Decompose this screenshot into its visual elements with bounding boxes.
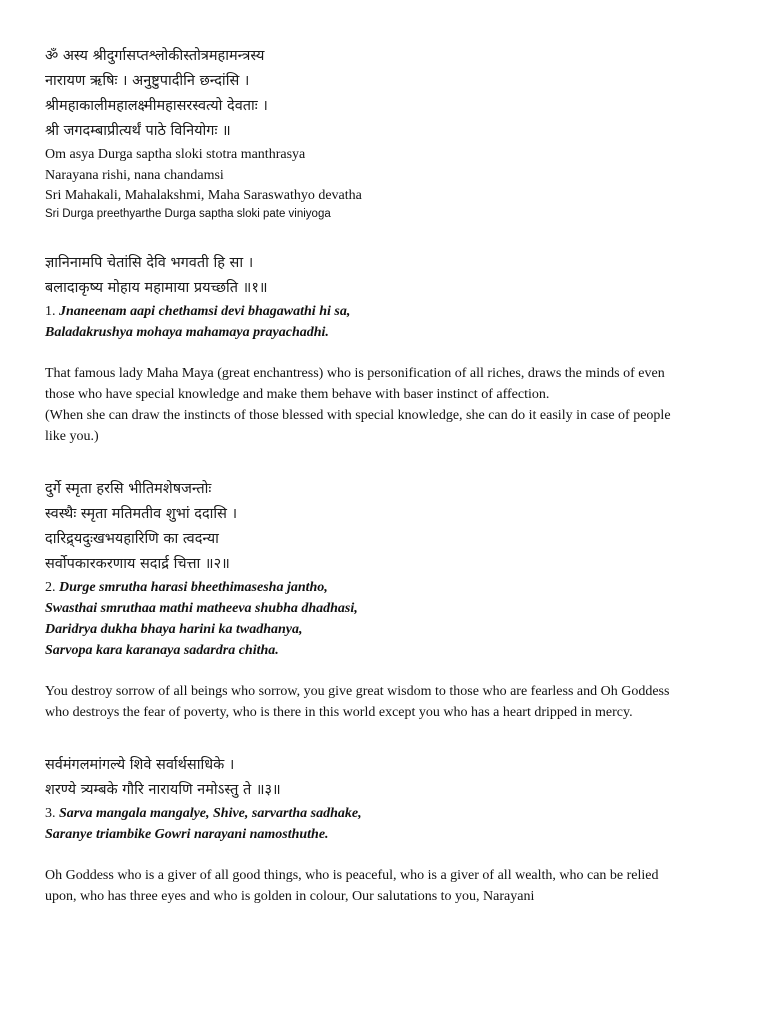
verse-number: 1. (45, 303, 56, 319)
translit-line: Sarvopa kara karanaya sadardra chitha. (45, 642, 279, 658)
verse-2 (45, 477, 735, 723)
translit-line: Durge smrutha harasi bheethimasesha jantho, (59, 579, 328, 595)
translit-line: Baladakrushya mohaya mahamaya prayachadhi. (45, 324, 329, 340)
meaning-line: Oh Goddess who is a giver of all good things, who is peaceful, who is a giver of all wealth, who can be relied (45, 867, 659, 883)
translit-line: Sarva mangala mangalye, Shive, sarvartha sadhake, (59, 805, 362, 821)
intro-sanskrit (45, 44, 735, 144)
verse-3 (45, 753, 735, 907)
sanskrit-line: शरण्ये त्र्यम्बके गौरि नारायणि नमोऽस्तु ते ॥३॥ (45, 781, 281, 798)
meaning-line: who destroys the fear of poverty, who is there in this world except you who has a heart dripped in mercy. (45, 704, 633, 720)
verse-1 (45, 251, 735, 447)
document-page (45, 44, 735, 907)
verse-transliteration (45, 803, 735, 845)
verse-transliteration (45, 301, 735, 343)
verse-sanskrit (45, 251, 735, 301)
sanskrit-line: ॐ अस्य श्रीदुर्गासप्तश्लोकीस्तोत्रमहामन्त्रस्य (45, 48, 265, 64)
meaning-line: upon, who has three eyes and who is golden in colour, Our salutations to you, Narayani (45, 888, 535, 904)
verse-meaning (45, 363, 735, 447)
meaning-line: That famous lady Maha Maya (great enchantress) who is personification of all riches, draws the minds of even (45, 365, 665, 381)
sanskrit-line: सर्वोपकारकरणाय सदार्द्र चित्ता ॥२॥ (45, 555, 230, 572)
verse-meaning (45, 681, 735, 723)
sanskrit-line: बलादाकृष्य मोहाय महामाया प्रयच्छति ॥१॥ (45, 279, 268, 296)
sanskrit-line: नारायण ऋषिः । अनुष्टुपादीनि छन्दांसि । (45, 73, 250, 89)
verse-number: 3. (45, 805, 56, 821)
meaning-line: You destroy sorrow of all beings who sorrow, you give great wisdom to those who are fearless and Oh Goddess (45, 683, 670, 699)
verse-sanskrit (45, 753, 735, 803)
verse-sanskrit (45, 477, 735, 577)
sanskrit-line: श्रीमहाकालीमहालक्ष्मीमहासरस्वत्यो देवताः । (45, 98, 268, 114)
intro-roman (45, 145, 735, 207)
sanskrit-line: ज्ञानिनामपि चेतांसि देवि भगवती हि सा । (45, 254, 254, 271)
translit-line: Jnaneenam aapi chethamsi devi bhagawathi hi sa, (59, 303, 351, 319)
sanskrit-line: श्री जगदम्बाप्रीत्यर्थं पाठे विनियोगः ॥ (45, 123, 231, 139)
translit-line: Saranye triambike Gowri narayani namosthuthe. (45, 826, 329, 842)
verse-number: 2. (45, 579, 56, 595)
sanskrit-line: सर्वमंगलमांगल्ये शिवे सर्वार्थसाधिके । (45, 756, 235, 773)
sanskrit-line: दुर्गे स्मृता हरसि भीतिमशेषजन्तोः (45, 480, 212, 497)
meaning-line: like you.) (45, 428, 99, 444)
meaning-line: (When she can draw the instincts of those blessed with special knowledge, she can do it easily in case of people (45, 407, 671, 423)
translit-line: Daridrya dukha bhaya harini ka twadhanya, (45, 621, 303, 637)
translit-line: Swasthai smruthaa mathi matheeva shubha dhadhasi, (45, 600, 358, 616)
roman-line: Sri Mahakali, Mahalakshmi, Maha Saraswathyo devatha (45, 188, 362, 203)
roman-line: Om asya Durga saptha sloki stotra manthrasya (45, 147, 306, 162)
meaning-line: those who have special knowledge and make them behave with baser instinct of affection. (45, 386, 550, 402)
sanskrit-line: स्वस्थैः स्मृता मतिमतीव शुभां ददासि । (45, 505, 238, 522)
sanskrit-line: दारिद्र्यदुःखभयहारिणि का त्वदन्या (45, 530, 219, 547)
intro-small-line: Sri Durga preethyarthe Durga saptha sloki pate viniyoga (45, 207, 331, 220)
verse-transliteration (45, 577, 735, 661)
roman-line: Narayana rishi, nana chandamsi (45, 167, 224, 183)
verse-meaning (45, 865, 735, 907)
